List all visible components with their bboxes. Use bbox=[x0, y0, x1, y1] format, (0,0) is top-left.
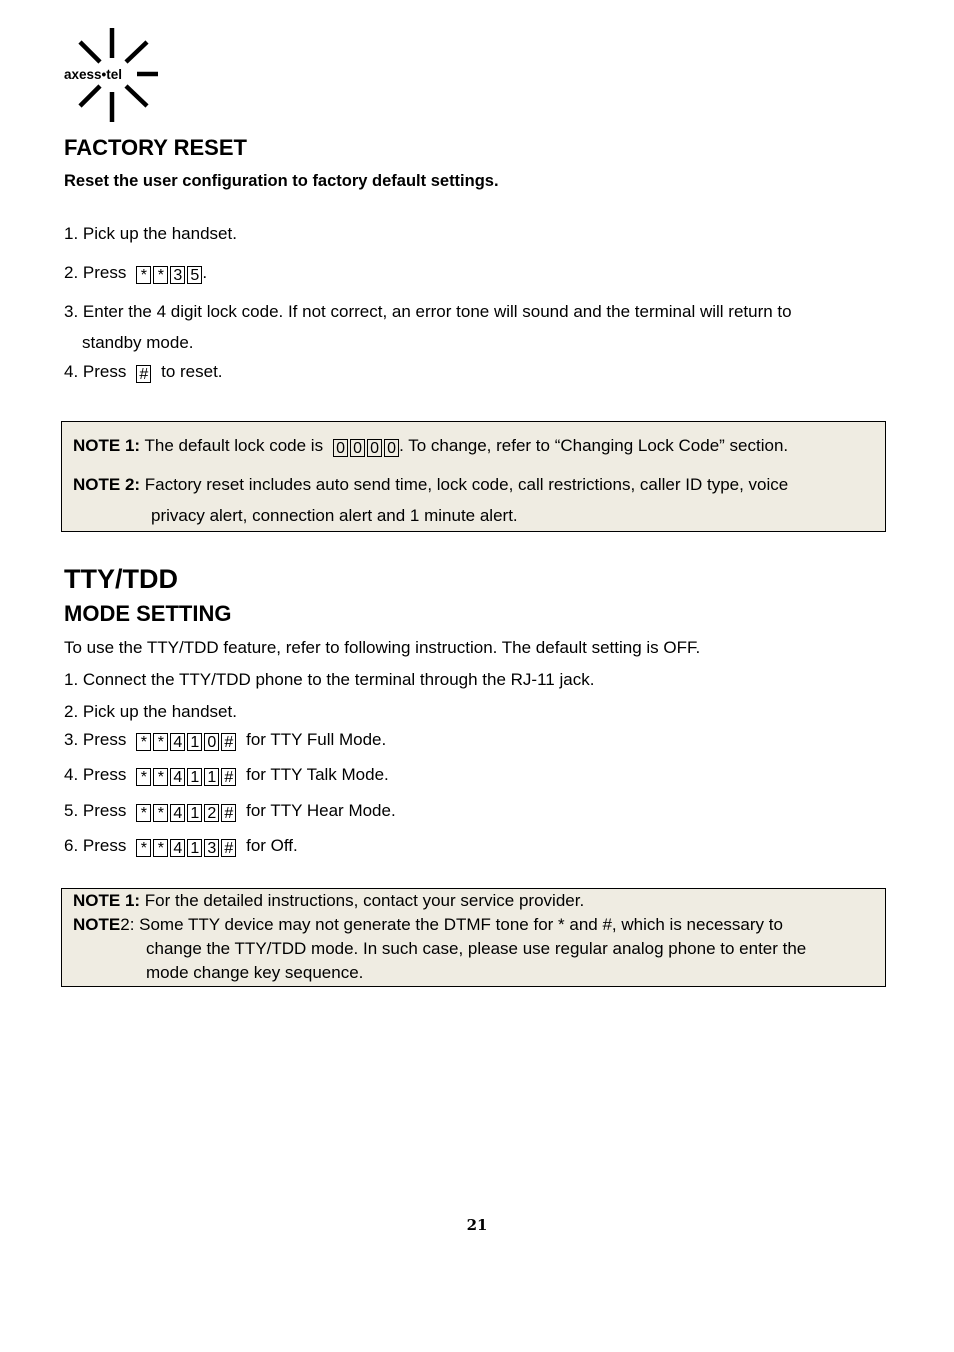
step-prefix: 6. Press bbox=[64, 836, 127, 855]
key-4: 4 bbox=[170, 768, 185, 786]
tty-note-2-line-1 bbox=[73, 915, 783, 935]
key-star: * bbox=[136, 266, 151, 284]
step-suffix: for TTY Full Mode. bbox=[246, 730, 387, 749]
key-hash: # bbox=[221, 804, 236, 822]
key-star: * bbox=[136, 733, 151, 751]
key-0: 0 bbox=[367, 439, 382, 457]
key-4: 4 bbox=[170, 839, 185, 857]
tty-note-1-label: NOTE 1: bbox=[73, 891, 141, 910]
key-0: 0 bbox=[350, 439, 365, 457]
key-3: 3 bbox=[204, 839, 219, 857]
key-5: 5 bbox=[187, 266, 202, 284]
key-hash: # bbox=[221, 839, 236, 857]
step-4-prefix: 4. Press bbox=[64, 362, 127, 381]
tty-note-2-text: 2: Some TTY device may not generate the DTMF tone for * and #, which is necessary to bbox=[120, 915, 783, 934]
key-1: 1 bbox=[187, 733, 202, 751]
axesstel-logo bbox=[62, 26, 162, 124]
key-star: * bbox=[153, 804, 168, 822]
key-star: * bbox=[153, 733, 168, 751]
note-2-line-2: privacy alert, connection alert and 1 minute alert. bbox=[151, 506, 518, 525]
note-2-text: Factory reset includes auto send time, lock code, call restrictions, caller ID type, voice bbox=[144, 475, 789, 494]
tty-note-1 bbox=[73, 891, 584, 911]
key-2: 2 bbox=[204, 804, 219, 822]
tty-step-5 bbox=[64, 801, 396, 822]
logo-text: axess•tel bbox=[64, 67, 123, 82]
key-4: 4 bbox=[170, 804, 185, 822]
tty-intro: To use the TTY/TDD feature, refer to following instruction. The default setting is OFF. bbox=[64, 638, 701, 657]
step-suffix: for TTY Talk Mode. bbox=[246, 765, 389, 784]
key-star: * bbox=[153, 768, 168, 786]
factory-reset-subtitle: Reset the user configuration to factory default settings. bbox=[64, 172, 499, 190]
note-2-line-1 bbox=[73, 475, 788, 495]
note-1-suffix: . To change, refer to “Changing Lock Code” section. bbox=[399, 436, 789, 455]
tty-step-4 bbox=[64, 765, 389, 786]
tty-title: TTY/TDD bbox=[64, 564, 178, 594]
note-1-prefix: The default lock code is bbox=[144, 436, 324, 455]
key-star: * bbox=[136, 839, 151, 857]
key-hash: # bbox=[136, 365, 151, 383]
key-star: * bbox=[136, 768, 151, 786]
step-4-suffix: to reset. bbox=[161, 362, 223, 381]
factory-reset-title: FACTORY RESET bbox=[64, 135, 247, 160]
key-1: 1 bbox=[187, 839, 202, 857]
key-hash: # bbox=[221, 768, 236, 786]
tty-step-3 bbox=[64, 730, 386, 751]
tty-step-6 bbox=[64, 836, 298, 857]
page-number: 21 bbox=[466, 1216, 488, 1234]
step-prefix: 5. Press bbox=[64, 801, 127, 820]
factory-step-3-line-1: 3. Enter the 4 digit lock code. If not correct, an error tone will sound and the terminal will return to bbox=[64, 302, 792, 321]
key-0: 0 bbox=[204, 733, 219, 751]
note-1-label: NOTE 1: bbox=[73, 436, 141, 455]
key-hash: # bbox=[221, 733, 236, 751]
key-1: 1 bbox=[187, 768, 202, 786]
factory-step-4 bbox=[64, 362, 223, 383]
key-4: 4 bbox=[170, 733, 185, 751]
factory-step-3-line-2: standby mode. bbox=[82, 333, 194, 352]
key-3: 3 bbox=[170, 266, 185, 284]
key-0: 0 bbox=[333, 439, 348, 457]
key-1: 1 bbox=[187, 804, 202, 822]
starburst-logo-icon bbox=[62, 26, 162, 124]
tty-step-1: 1. Connect the TTY/TDD phone to the terminal through the RJ-11 jack. bbox=[64, 670, 595, 689]
step-suffix: for TTY Hear Mode. bbox=[246, 801, 396, 820]
step-prefix: 3. Press bbox=[64, 730, 127, 749]
factory-reset-note-box bbox=[61, 421, 886, 532]
factory-step-2 bbox=[64, 263, 207, 284]
tty-note-2-line-2: change the TTY/TDD mode. In such case, please use regular analog phone to enter the bbox=[146, 939, 807, 958]
tty-note-box bbox=[61, 888, 886, 987]
tty-note-1-text: For the detailed instructions, contact your service provider. bbox=[144, 891, 585, 910]
step-suffix: for Off. bbox=[246, 836, 298, 855]
tty-note-2-line-3: mode change key sequence. bbox=[146, 963, 364, 982]
mode-setting-title: MODE SETTING bbox=[64, 601, 232, 626]
note-2-label: NOTE 2: bbox=[73, 475, 141, 494]
step-2-prefix: 2. Press bbox=[64, 263, 127, 282]
tty-step-2: 2. Pick up the handset. bbox=[64, 702, 237, 721]
key-star: * bbox=[153, 266, 168, 284]
note-1 bbox=[73, 436, 788, 457]
key-1: 1 bbox=[204, 768, 219, 786]
factory-step-1: 1. Pick up the handset. bbox=[64, 224, 237, 243]
key-0: 0 bbox=[384, 439, 399, 457]
key-star: * bbox=[136, 804, 151, 822]
key-star: * bbox=[153, 839, 168, 857]
tty-note-2-label: NOTE bbox=[73, 915, 121, 934]
step-2-suffix: . bbox=[202, 263, 208, 282]
step-prefix: 4. Press bbox=[64, 765, 127, 784]
